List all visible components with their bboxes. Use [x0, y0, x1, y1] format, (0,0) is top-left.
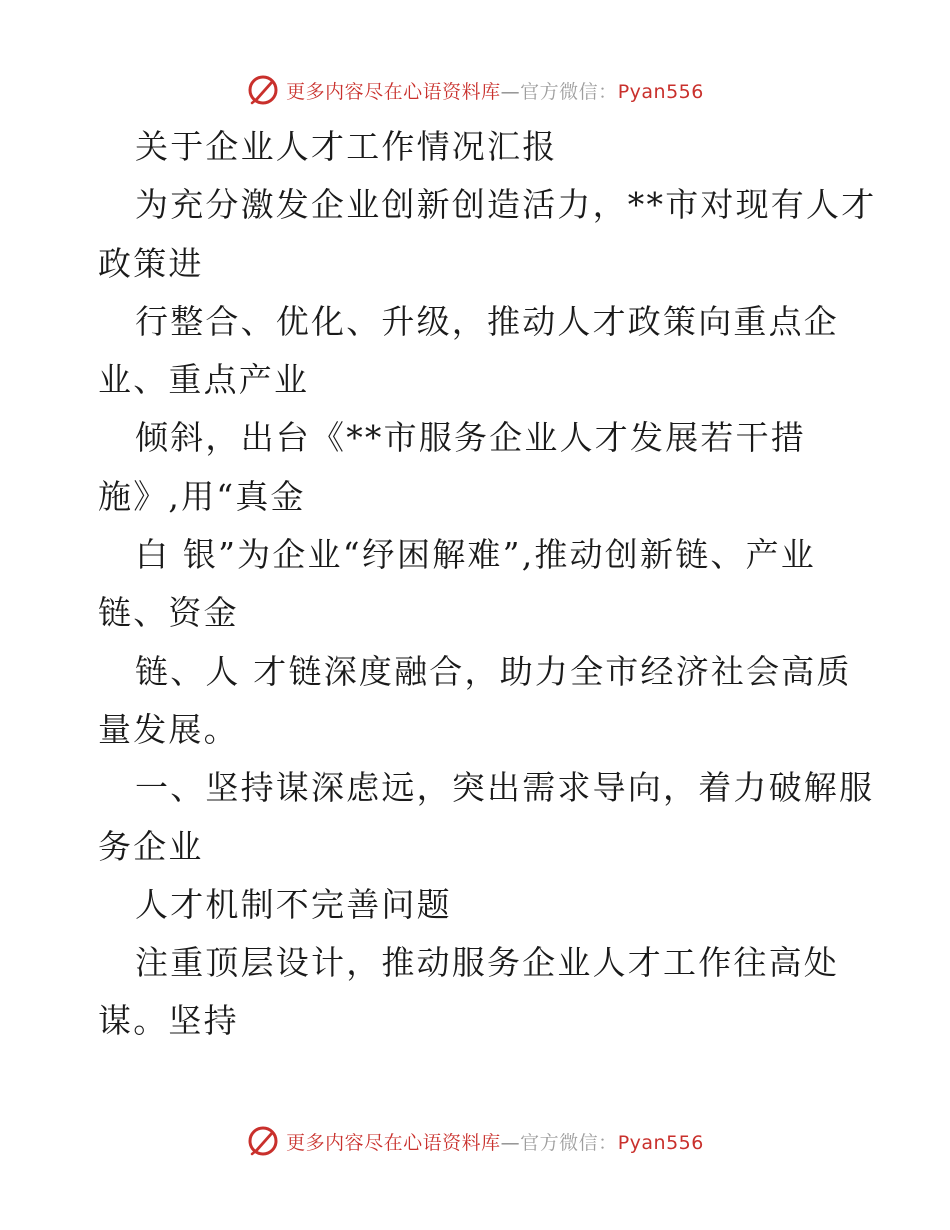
banner-text: [286, 1128, 704, 1155]
banner-text: [286, 77, 704, 104]
text-line: 注重顶层设计，推动服务企业人才工作往高处: [135, 943, 839, 983]
quill-pen-icon: [246, 1124, 280, 1158]
text-line: 行整合、优化、升级，推动人才政策向重点企: [135, 301, 839, 341]
text-line: 一、坚持谋深虑远，突出需求导向，着力破解服: [135, 768, 875, 808]
banner-wechat-label: 官方微信：: [520, 1131, 618, 1154]
banner-title: 更多内容尽在心语资料库: [286, 1131, 501, 1154]
text-line: 量发展。: [98, 709, 239, 749]
banner-wechat-label: 官方微信：: [520, 80, 618, 103]
text-line: 链、人 才链深度融合，助力全市经济社会高质: [135, 651, 852, 691]
document-body: [98, 118, 877, 1051]
banner-wechat-id: Pyan556: [617, 80, 704, 103]
text-line: 务企业: [98, 826, 204, 866]
text-line: 链、资金: [98, 593, 239, 633]
text-line: 业、重点产业: [98, 360, 310, 400]
footer-banner: [0, 1121, 950, 1161]
text-line: 倾斜，出台《**市服务企业人才发展若干措: [135, 418, 806, 458]
text-line: 为充分激发企业创新创造活力，**市对现有人才: [135, 185, 877, 225]
text-line: 政策进: [98, 243, 204, 283]
banner-wechat-id: Pyan556: [617, 1131, 704, 1154]
text-line: 白 银”为企业“纾困解难”,推动创新链、产业: [135, 535, 816, 575]
text-line: 谋。坚持: [98, 1001, 239, 1041]
quill-pen-icon: [246, 73, 280, 107]
banner-separator: —: [500, 80, 521, 103]
banner-title: 更多内容尽在心语资料库: [286, 80, 501, 103]
banner-separator: —: [500, 1131, 521, 1154]
header-banner: [0, 70, 950, 110]
text-line: 施》,用“真金: [98, 476, 306, 516]
text-line: 人才机制不完善问题: [135, 884, 452, 924]
text-line: 关于企业人才工作情况汇报: [135, 127, 558, 166]
